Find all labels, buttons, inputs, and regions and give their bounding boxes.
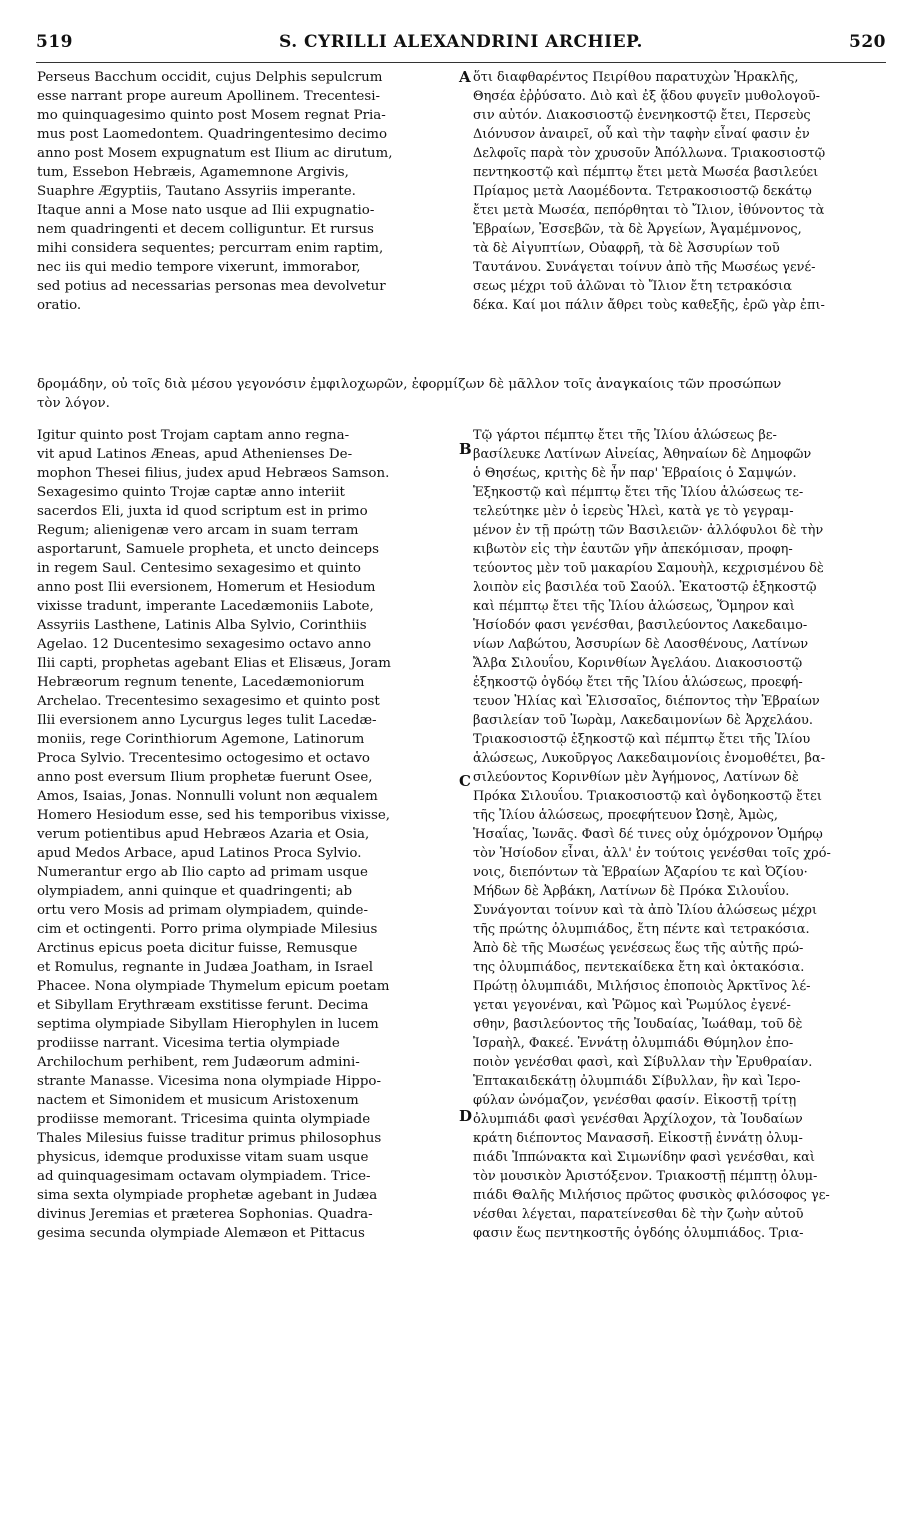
running-title: S. CYRILLI ALEXANDRINI ARCHIEP. bbox=[279, 32, 643, 52]
latin-text-line: septima olympiade Sibyllam Hierophylen in lucem bbox=[37, 1017, 379, 1032]
greek-text-line: Τῷ γάρτοι πέμπτῳ ἔτει τῆς Ἰλίου ἁλώσεως βε- bbox=[473, 428, 777, 443]
greek-text-line: καὶ πέμπτῳ ἔτει τῆς Ἰλίου ἁλώσεως, Ὅμηρον καὶ bbox=[473, 599, 795, 614]
greek-text-line: Ἰσραὴλ, Φακεέ. Ἐννάτῃ ὀλυμπιάδι Θύμηλον ἐπο- bbox=[473, 1036, 794, 1051]
latin-text-line: nem quadringenti et decem colliguntur. Et rursus bbox=[37, 222, 374, 237]
latin-text-line: Suaphre Ægyptiis, Tautano Assyriis imperante. bbox=[37, 184, 356, 199]
greek-text-line: Μήδων δὲ Ἀρβάκη, Λατίνων δὲ Πρόκα Σιλουΐου. bbox=[473, 884, 790, 899]
greek-text-line: λοιπὸν εἰς βασιλέα τοῦ Σαούλ. Ἑκατοστῷ ἑξηκοστῷ bbox=[473, 580, 817, 595]
greek-text-line: φασιν ἕως πεντηκοστῆς ὀγδόης ὀλυμπιάδος. Τρια- bbox=[473, 1226, 804, 1241]
greek-text-line: ἁλώσεως, Λυκοῦργος Λακεδαιμονίοις ἐνομοθέτει, βα- bbox=[473, 751, 826, 766]
greek-text-line: ὁ Θησέως, κριτὴς δὲ ἦν παρ' Ἑβραίοις ὁ Σαμψών. bbox=[473, 466, 797, 481]
greek-text-line: δρομάδην, οὐ τοῖς διὰ μέσου γεγονόσιν ἐμφιλοχωρῶν, ἐφορμίζων δὲ μᾶλλον τοῖς ἀναγκαίοις τῶν προσώπων bbox=[37, 377, 782, 392]
latin-text-line: Perseus Bacchum occidit, cujus Delphis sepulcrum bbox=[37, 70, 383, 85]
latin-text-line: cim et octingenti. Porro prima olympiade Milesius bbox=[37, 922, 378, 937]
latin-text-line: Archelao. Trecentesimo sexagesimo et quinto post bbox=[37, 694, 380, 709]
greek-column-bottom bbox=[473, 426, 886, 1243]
latin-text-line: strante Manasse. Vicesima nona olympiade Hippo- bbox=[37, 1074, 381, 1089]
latin-text-line: mus post Laomedontem. Quadringentesimo decimo bbox=[37, 127, 388, 142]
greek-text-line: Τριακοσιοστῷ ἑξηκοστῷ καὶ πέμπτῳ ἔτει τῆς Ἰλίου bbox=[473, 732, 811, 747]
right-page-number: 520 bbox=[848, 32, 886, 52]
greek-text-line: Συνάγονται τοίνυν καὶ τὰ ἀπὸ Ἰλίου ἁλώσεως μέχρι bbox=[473, 903, 818, 918]
greek-text-line: Ἀπὸ δὲ τῆς Μωσέως γενέσεως ἕως τῆς αὐτῆς πρώ- bbox=[473, 941, 804, 956]
latin-text-line: vixisse tradunt, imperante Lacedæmoniis Labote, bbox=[37, 599, 374, 614]
latin-text-line: anno post Mosem expugnatum est Ilium ac dirutum, bbox=[37, 146, 393, 161]
header-rule bbox=[36, 62, 886, 63]
latin-text-line: asportarunt, Samuele propheta, et uncto deinceps bbox=[37, 542, 379, 557]
latin-text-line: moniis, rege Corinthiorum Agemone, Latinorum bbox=[37, 732, 365, 747]
greek-full-width-lines bbox=[37, 375, 886, 413]
latin-text-line: verum potientibus apud Hebræos Azaria et Osia, bbox=[37, 827, 370, 842]
greek-text-line: Πρώτῃ ὀλυμπιάδι, Μιλήσιος ἐποποιὸς Ἀρκτῖνος λέ- bbox=[473, 979, 811, 994]
greek-text-line: ἔτει μετὰ Μωσέα, πεπόρθηται τὸ Ἴλιον, ἰθύνοντος τὰ bbox=[473, 203, 825, 218]
greek-text-line: Ἑβραίων, Ἐσσεβῶν, τὰ δὲ Ἀργείων, Ἀγαμέμνονος, bbox=[473, 222, 802, 237]
latin-text-line: Ilii eversionem anno Lycurgus leges tulit Lacedæ- bbox=[37, 713, 377, 728]
greek-text-line: Ἄλβα Σιλουΐου, Κορινθίων Ἀγελάου. Διακοσιοστῷ bbox=[473, 656, 803, 671]
greek-text-line: σιλεύοντος Κορινθίων μὲν Ἀγήμονος, Λατίνων δὲ bbox=[473, 770, 799, 785]
latin-column-bottom bbox=[37, 426, 455, 1243]
greek-text-line: τὸν λόγον. bbox=[37, 396, 110, 411]
greek-text-line: Ἡσαΐας, Ἰωνᾶς. Φασὶ δέ τινες οὐχ ὁμόχρονον Ὁμήρῳ bbox=[473, 827, 823, 842]
latin-text-line: et Sibyllam Erythræam exstitisse ferunt. Decima bbox=[37, 998, 369, 1013]
latin-text-line: Thales Milesius fuisse traditur primus philosophus bbox=[37, 1131, 382, 1146]
latin-column-top bbox=[37, 68, 455, 315]
margin-marker-b: B bbox=[459, 440, 472, 458]
latin-text-line: Homero Hesiodum esse, sed his temporibus vixisse, bbox=[37, 808, 391, 823]
greek-text-line: βασίλευκε Λατίνων Αἰνείας, Ἀθηναίων δὲ Δημοφῶν bbox=[473, 447, 812, 462]
latin-text-line: olympiadem, anni quinque et quadringenti; ab bbox=[37, 884, 353, 899]
greek-text-line: πιάδι Θαλῆς Μιλήσιος πρῶτος φυσικὸς φιλόσοφος γε- bbox=[473, 1188, 830, 1203]
greek-text-line: τεύοντος μὲν τοῦ μακαρίου Σαμουὴλ, κεχρισμένου δὲ bbox=[473, 561, 824, 576]
greek-text-line: νίων Λαβώτου, Ἀσσυρίων δὲ Λαοσθένους, Λατίνων bbox=[473, 637, 809, 652]
latin-text-line: nactem et Simonidem et musicum Aristoxenum bbox=[37, 1093, 359, 1108]
greek-text-line: κράτη διέποντος Μανασσῆ. Εἰκοστῇ ἐννάτῃ ὀλυμ- bbox=[473, 1131, 803, 1146]
greek-text-line: ὅτι διαφθαρέντος Πειρίθου παρατυχὼν Ἡρακλῆς, bbox=[473, 70, 799, 85]
latin-text-line: physicus, idemque produxisse vitam suam usque bbox=[37, 1150, 369, 1165]
greek-text-line: Ἑπτακαιδεκάτῃ ὀλυμπιάδι Σίβυλλαν, ἣν καὶ Ἱερο- bbox=[473, 1074, 801, 1089]
latin-text-line: prodiisse narrant. Vicesima tertia olympiade bbox=[37, 1036, 340, 1051]
latin-text-line: Archilochum perhibent, rem Judæorum admini- bbox=[37, 1055, 360, 1070]
latin-text-line: esse narrant prope aureum Apollinem. Trecentesi- bbox=[37, 89, 381, 104]
latin-text-line: prodiisse memorant. Tricesima quinta olympiade bbox=[37, 1112, 371, 1127]
latin-text-line: anno post eversum Ilium prophetæ fuerunt Osee, bbox=[37, 770, 373, 785]
latin-text-line: mo quinquagesimo quinto post Mosem regnat Pria- bbox=[37, 108, 386, 123]
greek-text-line: νέσθαι λέγεται, παρατείνεσθαι δὲ τὴν ζωὴν αὐτοῦ bbox=[473, 1207, 804, 1222]
margin-marker-c: C bbox=[459, 772, 471, 790]
latin-text-line: Hebræorum regnum tenente, Lacedæmoniorum bbox=[37, 675, 365, 690]
greek-text-line: Ἡσίοδόν φασι γενέσθαι, βασιλεύοντος Λακεδαιμο- bbox=[473, 618, 808, 633]
latin-text-line: mophon Thesei filius, judex apud Hebræos Samson. bbox=[37, 466, 390, 481]
latin-text-line: divinus Jeremias et præterea Sophonias. Quadra- bbox=[37, 1207, 373, 1222]
greek-text-line: ἑξηκοστῷ ὀγδόῳ ἔτει τῆς Ἰλίου ἁλώσεως, προεφή- bbox=[473, 675, 803, 690]
greek-text-line: πιάδι Ἱππώνακτα καὶ Σιμωνίδην φασὶ γενέσθαι, καὶ bbox=[473, 1150, 815, 1165]
greek-text-line: μένον ἐν τῇ πρώτῃ τῶν Βασιλειῶν· ἀλλόφυλοι δὲ τὴν bbox=[473, 523, 824, 538]
latin-text-line: vit apud Latinos Æneas, apud Athenienses De- bbox=[37, 447, 353, 462]
greek-text-line: κιβωτὸν εἰς τὴν ἑαυτῶν γῆν ἀπεκόμισαν, προφη- bbox=[473, 542, 793, 557]
greek-text-line: φύλαν ὠνόμαζον, γενέσθαι φασίν. Εἰκοστῇ τρίτῃ bbox=[473, 1093, 797, 1108]
latin-text-line: Proca Sylvio. Trecentesimo octogesimo et octavo bbox=[37, 751, 370, 766]
latin-text-line: Numerantur ergo ab Ilio capto ad primam usque bbox=[37, 865, 368, 880]
greek-text-line: νοις, διεπόντων τὰ Ἑβραίων Ἀζαρίου τε καὶ Ὀζίου· bbox=[473, 865, 808, 880]
latin-text-line: tum, Essebon Hebræis, Agamemnone Argivis, bbox=[37, 165, 349, 180]
latin-text-line: Sexagesimo quinto Trojæ captæ anno interiit bbox=[37, 485, 345, 500]
latin-text-line: in regem Saul. Centesimo sexagesimo et quinto bbox=[37, 561, 361, 576]
greek-text-line: Δελφοῖς παρὰ τὸν χρυσοῦν Ἀπόλλωνα. Τριακοσιοστῷ bbox=[473, 146, 826, 161]
latin-text-line: anno post Ilii eversionem, Homerum et Hesiodum bbox=[37, 580, 376, 595]
latin-text-line: sed potius ad necessarias personas mea devolvetur bbox=[37, 279, 386, 294]
greek-text-line: Πρόκα Σιλουΐου. Τριακοσιοστῷ καὶ ὀγδοηκοστῷ ἔτει bbox=[473, 789, 822, 804]
greek-text-line: βασιλείαν τοῦ Ἰωρὰμ, Λακεδαιμονίων δὲ Ἀρχελάου. bbox=[473, 713, 813, 728]
greek-column-top bbox=[473, 68, 886, 315]
latin-text-line: Regum; alienigenæ vero arcam in suam terram bbox=[37, 523, 359, 538]
latin-text-line: apud Medos Arbace, apud Latinos Proca Sylvio. bbox=[37, 846, 362, 861]
running-header bbox=[36, 32, 886, 58]
margin-marker-a: A bbox=[459, 68, 471, 86]
greek-text-line: Πρίαμος μετὰ Λαομέδοντα. Τετρακοσιοστῷ δεκάτῳ bbox=[473, 184, 812, 199]
greek-text-line: τῆς πρώτης ὀλυμπιάδος, ἔτη πέντε καὶ τετρακόσια. bbox=[473, 922, 810, 937]
greek-text-line: τελεύτηκε μὲν ὁ ἱερεὺς Ἠλεὶ, κατὰ γε τὸ γεγραμ- bbox=[473, 504, 794, 519]
greek-text-line: Ταυτάνου. Συνάγεται τοίνυν ἀπὸ τῆς Μωσέως γενέ- bbox=[473, 260, 816, 275]
latin-text-line: mihi considera sequentes; percurram enim raptim, bbox=[37, 241, 384, 256]
latin-text-line: Amos, Isaias, Jonas. Nonnulli volunt non æqualem bbox=[37, 789, 378, 804]
left-page-number: 519 bbox=[36, 32, 73, 52]
greek-text-line: τευον Ἠλίας καὶ Ἐλισσαῖος, διέποντος τὴν Ἑβραίων bbox=[473, 694, 820, 709]
greek-text-line: πεντηκοστῷ καὶ πέμπτῳ ἔτει μετὰ Μωσέα βασιλεύει bbox=[473, 165, 819, 180]
latin-text-line: gesima secunda olympiade Alemæon et Pittacus bbox=[37, 1226, 365, 1241]
latin-text-line: Igitur quinto post Trojam captam anno regna- bbox=[37, 428, 350, 443]
greek-text-line: τὰ δὲ Αἰγυπτίων, Οὐαφρῆ, τὰ δὲ Ἀσσυρίων τοῦ bbox=[473, 241, 780, 256]
greek-text-line: σθην, βασιλεύοντος τῆς Ἰουδαίας, Ἰωάθαμ, τοῦ δὲ bbox=[473, 1017, 803, 1032]
greek-text-line: τὸν μουσικὸν Ἀριστόξενον. Τριακοστῇ πέμπτῃ ὀλυμ- bbox=[473, 1169, 818, 1184]
greek-text-line: δέκα. Καί μοι πάλιν ἄθρει τοὺς καθεξῆς, ἐρῶ γὰρ ἐπι- bbox=[473, 298, 825, 313]
greek-text-line: σιν αὐτόν. Διακοσιοστῷ ἐνενηκοστῷ ἔτει, Περσεὺς bbox=[473, 108, 811, 123]
greek-text-line: της ὀλυμπιάδος, πεντεκαίδεκα ἔτη καὶ ὀκτακόσια. bbox=[473, 960, 805, 975]
greek-text-line: ποιὸν γενέσθαι φασὶ, καὶ Σίβυλλαν τὴν Ἐρυθραίαν. bbox=[473, 1055, 813, 1070]
greek-text-line: Θησέα ἐῤῥύσατο. Διὸ καὶ ἐξ ᾅδου φυγεῖν μυθολογοῦ- bbox=[473, 89, 821, 104]
latin-text-line: sima sexta olympiade prophetæ agebant in Judæa bbox=[37, 1188, 378, 1203]
latin-text-line: ad quinquagesimam octavam olympiadem. Trice- bbox=[37, 1169, 371, 1184]
greek-text-line: τὸν Ἡσίοδον εἶναι, ἀλλ' ἐν τούτοις γενέσθαι τοῖς χρό- bbox=[473, 846, 831, 861]
greek-text-line: Ἑξηκοστῷ καὶ πέμπτῳ ἔτει τῆς Ἰλίου ἁλώσεως τε- bbox=[473, 485, 804, 500]
latin-text-line: et Romulus, regnante in Judæa Joatham, in Israel bbox=[37, 960, 374, 975]
latin-text-line: Phacee. Nona olympiade Thymelum epicum poetam bbox=[37, 979, 390, 994]
latin-text-line: nec iis qui medio tempore vixerunt, immorabor, bbox=[37, 260, 361, 275]
margin-marker-d: D bbox=[459, 1107, 473, 1125]
greek-text-line: τῆς Ἰλίου ἁλώσεως, προεφήτευον Ὠσηὲ, Ἀμὼς, bbox=[473, 808, 779, 823]
latin-text-line: ortu vero Mosis ad primam olympiadem, quinde- bbox=[37, 903, 368, 918]
latin-text-line: sacerdos Eli, juxta id quod scriptum est in primo bbox=[37, 504, 368, 519]
latin-text-line: Itaque anni a Mose nato usque ad Ilii expugnatio- bbox=[37, 203, 375, 218]
greek-text-line: γεται γεγονέναι, καὶ Ῥῶμος καὶ Ῥωμύλος ἐγενέ- bbox=[473, 998, 791, 1013]
greek-text-line: σεως μέχρι τοῦ ἁλῶναι τὸ Ἴλιον ἔτη τετρακόσια bbox=[473, 279, 792, 294]
latin-text-line: oratio. bbox=[37, 298, 82, 313]
latin-text-line: Ilii capti, prophetas agebant Elias et Elisæus, Joram bbox=[37, 656, 391, 671]
greek-text-line: Διόνυσον ἀναιρεῖ, οὗ καὶ τὴν ταφὴν εἶναί φασιν ἐν bbox=[473, 127, 810, 142]
latin-text-line: Assyriis Lasthene, Latinis Alba Sylvio, Corinthiis bbox=[37, 618, 367, 633]
greek-text-line: ὀλυμπιάδι φασὶ γενέσθαι Ἀρχίλοχον, τὰ Ἰουδαίων bbox=[473, 1112, 803, 1127]
latin-text-line: Agelao. 12 Ducentesimo sexagesimo octavo anno bbox=[37, 637, 372, 652]
latin-text-line: Arctinus epicus poeta dicitur fuisse, Remusque bbox=[37, 941, 358, 956]
